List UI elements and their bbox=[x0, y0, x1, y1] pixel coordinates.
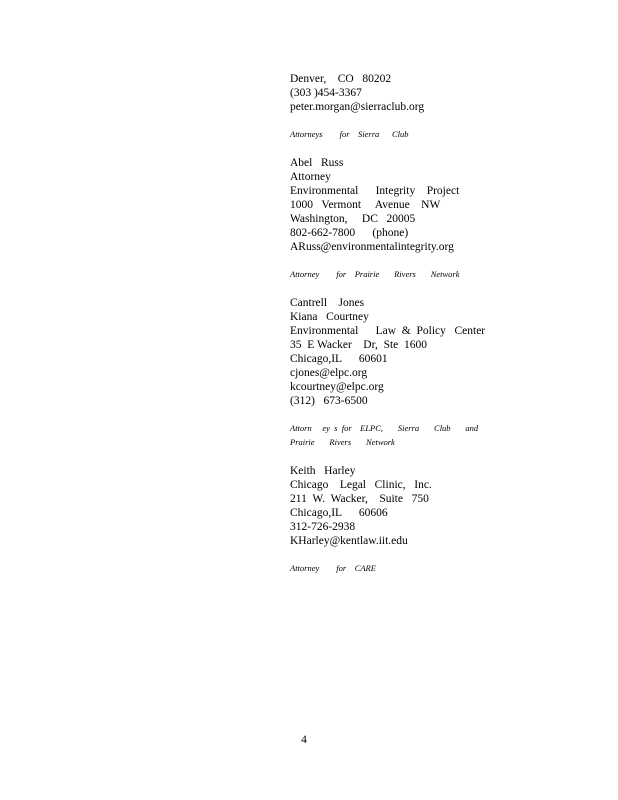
contact-block-prairie-rivers bbox=[290, 156, 490, 254]
phone: (303 )454-3367 bbox=[290, 87, 362, 99]
email: ARuss@environmentalintegrity.org bbox=[290, 241, 454, 253]
contact-block-elpc bbox=[290, 296, 490, 408]
contact-block-care bbox=[290, 464, 490, 548]
street-address: 1000 Vermont Avenue NW bbox=[290, 199, 441, 211]
phone: (312) 673-6500 bbox=[290, 395, 368, 407]
role-label: Attorney for CARE bbox=[290, 563, 376, 573]
name: Keith Harley bbox=[290, 465, 356, 477]
phone: 802-662-7800 (phone) bbox=[290, 227, 409, 239]
address-line: Denver, CO 80202 bbox=[290, 73, 392, 85]
organization: Chicago Legal Clinic, Inc. bbox=[290, 479, 432, 491]
organization: Environmental Law & Policy Center bbox=[290, 325, 486, 337]
role-label-continued: Prairie Rivers Network bbox=[290, 437, 395, 447]
role-label: Attorneys for Sierra Club bbox=[290, 129, 409, 139]
role-label: Attorn ey s for ELPC, Sierra Club and bbox=[290, 423, 479, 433]
email: kcourtney@elpc.org bbox=[290, 381, 384, 393]
city-state-zip: Chicago,IL 60606 bbox=[290, 507, 388, 519]
contact-block-sierra-club bbox=[290, 72, 490, 114]
city-state-zip: Washington, DC 20005 bbox=[290, 213, 416, 225]
street-address: 211 W. Wacker, Suite 750 bbox=[290, 493, 429, 505]
city-state-zip: Chicago,IL 60601 bbox=[290, 353, 388, 365]
page-number: 4 bbox=[301, 734, 307, 746]
name: Abel Russ bbox=[290, 157, 344, 169]
service-list bbox=[290, 72, 490, 575]
title: Attorney bbox=[290, 171, 331, 183]
phone: 312-726-2938 bbox=[290, 521, 356, 533]
email: peter.morgan@sierraclub.org bbox=[290, 101, 425, 113]
organization: Environmental Integrity Project bbox=[290, 185, 460, 197]
street-address: 35 E Wacker Dr, Ste 1600 bbox=[290, 339, 428, 351]
name: Kiana Courtney bbox=[290, 311, 369, 323]
email: KHarley@kentlaw.iit.edu bbox=[290, 535, 408, 547]
role-label: Attorney for Prairie Rivers Network bbox=[290, 269, 460, 279]
name: Cantrell Jones bbox=[290, 297, 365, 309]
email: cjones@elpc.org bbox=[290, 367, 368, 379]
